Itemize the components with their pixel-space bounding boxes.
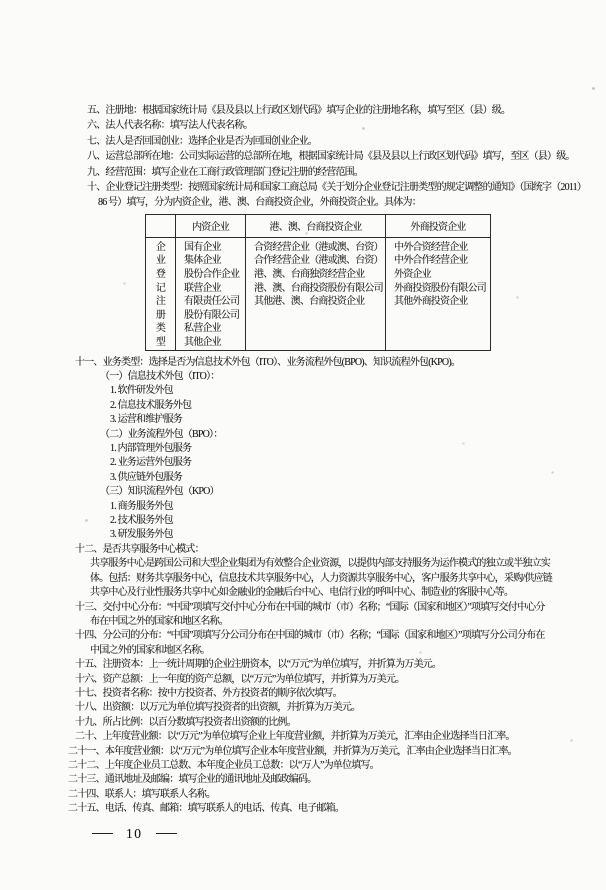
text-line: 二十四、联系人：填写联系人名称。 (68, 788, 216, 800)
page-footer (0, 826, 606, 842)
text-line: 1. 软件研发外包 (110, 385, 173, 397)
table-cell: 集体企业 (176, 254, 246, 268)
table-cell (246, 309, 386, 323)
table-cell: 港、澳、台商独资经营企业 (246, 268, 386, 282)
text-line: 九、经营范围：填写企业在工商行政管理部门登记注册的经营范围。 (87, 166, 363, 178)
row-label-char: 登 (155, 269, 166, 281)
table-column-header: 港、澳、台商投资企业 (246, 214, 386, 237)
registration-table-header (146, 214, 491, 237)
table-row (146, 254, 491, 268)
table-row (146, 322, 491, 336)
table-cell: 港、澳、台商投资股份有限公司 (246, 282, 386, 296)
row-label-char: 注 (155, 296, 166, 308)
scan-noise-specks (0, 0, 1, 1)
lines-top (0, 103, 606, 211)
text-line: 六、法人代表名称：填写法人代表名称。 (87, 120, 253, 132)
text-line: 1. 商务服务外包 (110, 500, 173, 512)
text-line: 中国之外的国家和地区名称。 (90, 644, 210, 656)
table-cell: 其他企业 (176, 336, 246, 350)
text-line: 十、企业登记注册类型：按照国家统计局和国家工商总局《关于划分企业登记注册类型的规定调整的通知》（国统字（2011） (87, 182, 587, 194)
text-line: 共享中心及行业性服务共享中心如金融业的金融后台中心、电信行业的呼叫中心、制造业的客服中心等。 (90, 587, 514, 599)
text-line: 布在中国之外的国家和地区名称。 (90, 615, 228, 627)
text-line: 二十、上年度营业额：以“万元”为单位填写企业上年度营业额，并折算为万美元，汇率由企业选择当日汇率。 (75, 731, 515, 743)
row-label-char: 类 (155, 323, 166, 335)
text-line: 3. 运营和维护服务 (110, 414, 183, 426)
text-line: （一）信息技术外包（ITO）： (100, 371, 220, 382)
registration-type-table (145, 214, 491, 351)
text-line: 二十三、通讯地址及邮编：填写企业的通讯地址及邮政编码。 (68, 774, 317, 786)
text-line: 86 号）填写，分为内资企业，港、澳、台商投资企业，外商投资企业。具体为： (98, 197, 421, 209)
table-cell: 有限责任公司 (176, 295, 246, 309)
text-line: 五、注册地：根据国家统计局《县及县以上行政区划代码》填写企业的注册地名称，填写至区（县）级。 (87, 105, 511, 116)
row-label-char: 册 (155, 309, 166, 321)
text-line: （三）知识流程外包（KPO） (100, 486, 219, 498)
table-row (146, 336, 491, 350)
table-cell: 私营企业 (176, 322, 246, 336)
text-line: 二十二、上年度企业员工总数、本年度企业员工总数：以“万人”为单位填写。 (68, 759, 379, 771)
table-cell: 合作经营企业（港或澳、台资） (246, 254, 386, 268)
table-cell (246, 336, 386, 350)
text-line: 十八、出资额：以万元为单位填写投资者的出资额，并折算为万美元。 (75, 702, 361, 714)
table-row (146, 282, 491, 296)
text-line: 2. 技术服务外包 (110, 515, 173, 527)
table-cell: 股份合作企业 (176, 268, 246, 282)
table-cell: 合资经营企业（港或澳、台资） (246, 237, 386, 254)
table-cell (386, 322, 491, 336)
table-cell: 其他外商投资企业 (386, 295, 491, 309)
footer-right-dash (156, 833, 177, 835)
table-cell (386, 336, 491, 350)
text-line: 十六、资产总额：上一年度的资产总额，以“万元”为单位填写，并折算为万美元。 (75, 673, 405, 685)
page-number: 10 (126, 825, 143, 841)
table-column-header: 外商投资企业 (386, 214, 491, 237)
text-line: 1. 内部管理外包服务 (110, 443, 192, 455)
table-cell (386, 309, 491, 323)
row-label-char: 业 (155, 255, 166, 267)
footer-left-dash (92, 833, 113, 835)
registration-table-body (146, 237, 491, 350)
table-cell: 外商投资股份有限公司 (386, 282, 491, 296)
text-line: 十七、投资者名称：按中方投资者、外方投资者的顺序依次填写。 (75, 687, 342, 699)
row-label-char: 企 (155, 241, 166, 253)
text-line: 七、法人是否回国创业：选择企业是否为回国创业企业。 (87, 135, 317, 147)
text-line: 体。包括：财务共享服务中心，信息技术共享服务中心，人力资源共享服务中心，客户服务共享中心，采购/供应链 (90, 572, 552, 584)
table-column-header: 内资企业 (176, 214, 246, 237)
table-row (146, 309, 491, 323)
text-line: 十二、是否共享服务中心模式： (75, 543, 204, 555)
text-line: 十五、注册资本：上一统计周期的企业注册资本，以“万元”为单位填写，并折算为万美元。 (75, 659, 442, 671)
row-label-char: 记 (155, 282, 166, 294)
text-line: 十九、所占比例：以百分数填写投资者出资额的比例。 (75, 716, 296, 728)
text-line: （二）业务流程外包（BPO）： (100, 428, 223, 440)
table-cell (246, 322, 386, 336)
table-row (146, 237, 491, 254)
table-cell: 中外合作经营企业 (386, 254, 491, 268)
table-cell: 中外合资经营企业 (386, 237, 491, 254)
lines-bottom (0, 356, 606, 817)
text-line: 2. 信息技术服务外包 (110, 399, 192, 411)
table-corner-cell (146, 214, 176, 237)
table-row (146, 295, 491, 309)
text-line: 2. 业务运营外包服务 (110, 457, 192, 469)
table-cell: 其他港、澳、台商投资企业 (246, 295, 386, 309)
text-line: 十一、业务类型：选择是否为信息技术外包（ITO）、业务流程外包(BPO)、知识流程外包(KPO)。 (75, 356, 461, 368)
text-line: 八、运营总部所在地：公司实际运营的总部所在地，根据国家统计局《县及县以上行政区划代码》填写，至区（县）级。 (87, 151, 575, 163)
text-line: 3. 供应链外包服务 (110, 471, 183, 483)
table-row (146, 268, 491, 282)
table-cell: 股份有限公司 (176, 309, 246, 323)
text-line: 十三、交付中心分布：“中国”项填写交付中心分布在中国的城市（市）名称；“国际（国家和地区）”项填写交付中心分 (75, 601, 545, 613)
table-cell: 联营企业 (176, 282, 246, 296)
row-label-char: 型 (155, 337, 166, 348)
text-line: 二十五、电话、传真、邮箱：填写联系人的电话、传真、电子邮箱。 (68, 803, 344, 815)
table-cell: 外资企业 (386, 268, 491, 282)
text-line: 3. 研发服务外包 (110, 529, 173, 541)
text-line: 共享服务中心是跨国公司和大型企业集团为有效整合企业资源，以提供内部支持服务为运作模式的独立或半独立实 (90, 558, 550, 570)
text-line: 二十一、本年度营业额：以“万元”为单位填写企业本年度营业额，并折算为万美元，汇率由企业选择当日汇率。 (68, 745, 517, 757)
table-cell: 国有企业 (176, 237, 246, 254)
text-line: 十四、分公司的分布：“中国”项填写分公司分布在中国的城市（市）名称；“国际（国家和地区）”项填写分公司分布在 (75, 630, 545, 642)
